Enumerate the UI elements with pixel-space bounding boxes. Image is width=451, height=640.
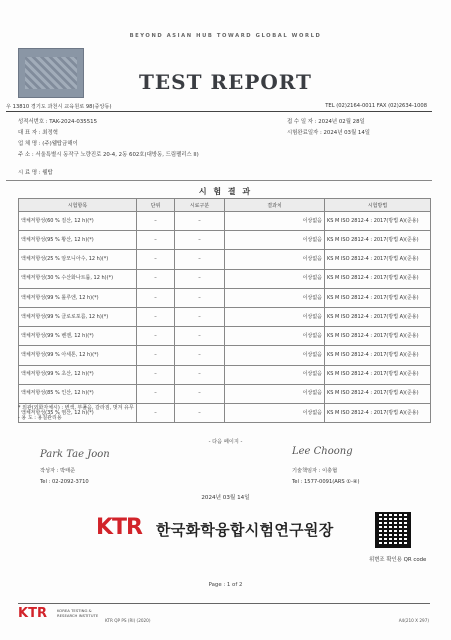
approver-signature: Lee Choong <box>292 446 353 457</box>
header-result: 결과치 <box>225 199 325 212</box>
meta-rule <box>6 180 432 181</box>
header-rule <box>6 111 432 112</box>
cell-type: – <box>175 269 225 288</box>
report-number: 성적서번호 : TAK-2024-035515 <box>18 119 97 125</box>
header-sample-type: 시료구분 <box>175 199 225 212</box>
cell-result: 이상없음 <box>225 212 325 231</box>
cell-result: 이상없음 <box>225 403 325 422</box>
header-unit: 단위 <box>137 199 175 212</box>
cell-result: 이상없음 <box>225 327 325 346</box>
qr-label: 위변조 확인용 QR code <box>369 557 427 563</box>
usage-note: - 용 도 : 용칠관리용 <box>18 415 62 421</box>
results-title: 시 험 결 과 <box>198 187 253 196</box>
cell-method: KS M ISO 2812-4 : 2017(방법 A)(준용) <box>325 212 431 231</box>
cell-method: KS M ISO 2812-4 : 2017(방법 A)(준용) <box>325 250 431 269</box>
cell-type: – <box>175 327 225 346</box>
approver-tel: Tel : 1577-0091(ARS ①-④) <box>292 479 360 485</box>
cell-type: – <box>175 250 225 269</box>
appearance-note: * 외관(외화자체시) : 변색, 부풀음, 갈라짐, 벗겨 유무 <box>18 405 134 411</box>
table-row <box>19 231 431 250</box>
cell-type: – <box>175 384 225 403</box>
footer-paper-size: A4(210 X 297) <box>398 618 429 623</box>
table-row <box>19 269 431 288</box>
cell-unit: – <box>137 365 175 384</box>
cell-type: – <box>175 307 225 326</box>
completed-date: 시험완료일자 : 2024년 03월 14일 <box>287 130 370 136</box>
footer-institute-name <box>57 608 98 618</box>
cell-unit: – <box>137 250 175 269</box>
cell-method: KS M ISO 2812-4 : 2017(방법 A)(준용) <box>325 269 431 288</box>
header-test-item: 시험항목 <box>19 199 137 212</box>
company-address: 주 소 : 서울특별시 동작구 노량진로 20-4, 2동 602호(대방동, 드림팰리스 II) <box>18 152 199 158</box>
footer-ktr-text: KTR <box>18 606 47 621</box>
cell-unit: – <box>137 231 175 250</box>
tester-signature: Park Tae Joon <box>40 449 110 460</box>
cell-method: KS M ISO 2812-4 : 2017(방법 A)(준용) <box>325 307 431 326</box>
cell-unit: – <box>137 288 175 307</box>
cell-type: – <box>175 288 225 307</box>
header-method: 시험방법 <box>325 199 431 212</box>
table-row <box>19 250 431 269</box>
table-row <box>19 288 431 307</box>
cell-result: 이상없음 <box>225 250 325 269</box>
page-number: Page : 1 of 2 <box>208 582 243 588</box>
company-name: 업 체 명 : (주)웰탑금해이 <box>18 141 78 147</box>
table-row <box>19 346 431 365</box>
cell-result: 이상없음 <box>225 269 325 288</box>
results-header-row <box>19 199 431 212</box>
cell-unit: – <box>137 212 175 231</box>
tester-name: 작성자 : 박태준 <box>40 468 76 474</box>
footer-name-line1: KOREA TESTING & <box>57 608 92 613</box>
cell-item: 액체저항성(95 % 황산, 12 h)(*) <box>19 231 137 250</box>
cell-method: KS M ISO 2812-4 : 2017(방법 A)(준용) <box>325 288 431 307</box>
table-row <box>19 365 431 384</box>
table-row <box>19 212 431 231</box>
cell-result: 이상없음 <box>225 365 325 384</box>
table-row <box>19 307 431 326</box>
cell-item: 액체저항성(60 % 질산, 12 h)(*) <box>19 212 137 231</box>
table-row <box>19 384 431 403</box>
cell-unit: – <box>137 346 175 365</box>
cell-method: KS M ISO 2812-4 : 2017(방법 A)(준용) <box>325 231 431 250</box>
tagline: BEYOND ASIAN HUB TOWARD GLOBAL WORLD <box>129 33 322 39</box>
cell-method: KS M ISO 2812-4 : 2017(방법 A)(준용) <box>325 365 431 384</box>
cell-unit: – <box>137 327 175 346</box>
issue-date: 2024년 03월 14일 <box>201 495 250 501</box>
cell-result: 이상없음 <box>225 288 325 307</box>
received-date: 접 수 일 자 : 2024년 02월 28일 <box>287 119 365 125</box>
footer-rule <box>18 603 430 604</box>
cell-item: 액체저항성(99 % 초산, 12 h)(*) <box>19 365 137 384</box>
tester-tel: Tel : 02-2092-3710 <box>40 479 89 485</box>
qr-code-icon[interactable] <box>375 512 411 548</box>
issuer-tel: TEL (02)2164-0011 FAX (02)2634-1008 <box>325 103 427 109</box>
cell-method: KS M ISO 2812-4 : 2017(방법 A)(준용) <box>325 384 431 403</box>
cell-method: KS M ISO 2812-4 : 2017(방법 A)(준용) <box>325 346 431 365</box>
footer-form-code: KTR QP PS (Rl) (2020) <box>105 618 151 623</box>
cell-unit: – <box>137 307 175 326</box>
ktr-logo <box>96 515 142 540</box>
representative: 대 표 자 : 최정혁 <box>18 130 58 136</box>
cell-unit: – <box>137 403 175 422</box>
cell-item: 액체저항성(99 % 톨루엔, 12 h)(*) <box>19 288 137 307</box>
footer-name-line2: RESEARCH INSTITUTE <box>57 613 99 618</box>
report-title: TEST REPORT <box>139 70 312 94</box>
cell-item: 액체저항성(35 % 염산, 12 h)(*) <box>19 403 137 422</box>
table-row <box>19 327 431 346</box>
institute-name: 한국화학융합시험연구원장 <box>156 521 334 539</box>
cell-type: – <box>175 346 225 365</box>
next-page-divider: - 다음 페이지 - <box>208 439 243 445</box>
cell-type: – <box>175 212 225 231</box>
cell-result: 이상없음 <box>225 346 325 365</box>
cell-item: 액체저항성(99 % 벤젠, 12 h)(*) <box>19 327 137 346</box>
cell-item: 액체저항성(99 % 클로로포름, 12 h)(*) <box>19 307 137 326</box>
footer-ktr-logo <box>18 606 47 621</box>
cell-item: 액체저항성(30 % 수산화나트륨, 12 h)(*) <box>19 269 137 288</box>
cell-type: – <box>175 231 225 250</box>
cell-unit: – <box>137 269 175 288</box>
cell-result: 이상없음 <box>225 307 325 326</box>
issuer-address: 우 13810 경기도 과천시 교육원로 98(중앙동) <box>6 104 112 110</box>
cell-type: – <box>175 403 225 422</box>
cell-result: 이상없음 <box>225 384 325 403</box>
results-table <box>18 198 431 423</box>
cell-item: 액체저항성(99 % 아세톤, 12 h)(*) <box>19 346 137 365</box>
cell-item: 액체저항성(25 % 암모니아수, 12 h)(*) <box>19 250 137 269</box>
cell-unit: – <box>137 384 175 403</box>
sample-name: 시 료 명 : 웰탑 <box>18 170 53 176</box>
approver-name: 기술책임자 : 이충협 <box>292 468 338 474</box>
ktr-brand: KTR <box>96 515 142 540</box>
cell-method: KS M ISO 2812-4 : 2017(방법 A)(준용) <box>325 403 431 422</box>
cell-method: KS M ISO 2812-4 : 2017(방법 A)(준용) <box>325 327 431 346</box>
cell-result: 이상없음 <box>225 231 325 250</box>
cell-type: – <box>175 365 225 384</box>
cell-item: 액체저항성(85 % 인산, 12 h)(*) <box>19 384 137 403</box>
